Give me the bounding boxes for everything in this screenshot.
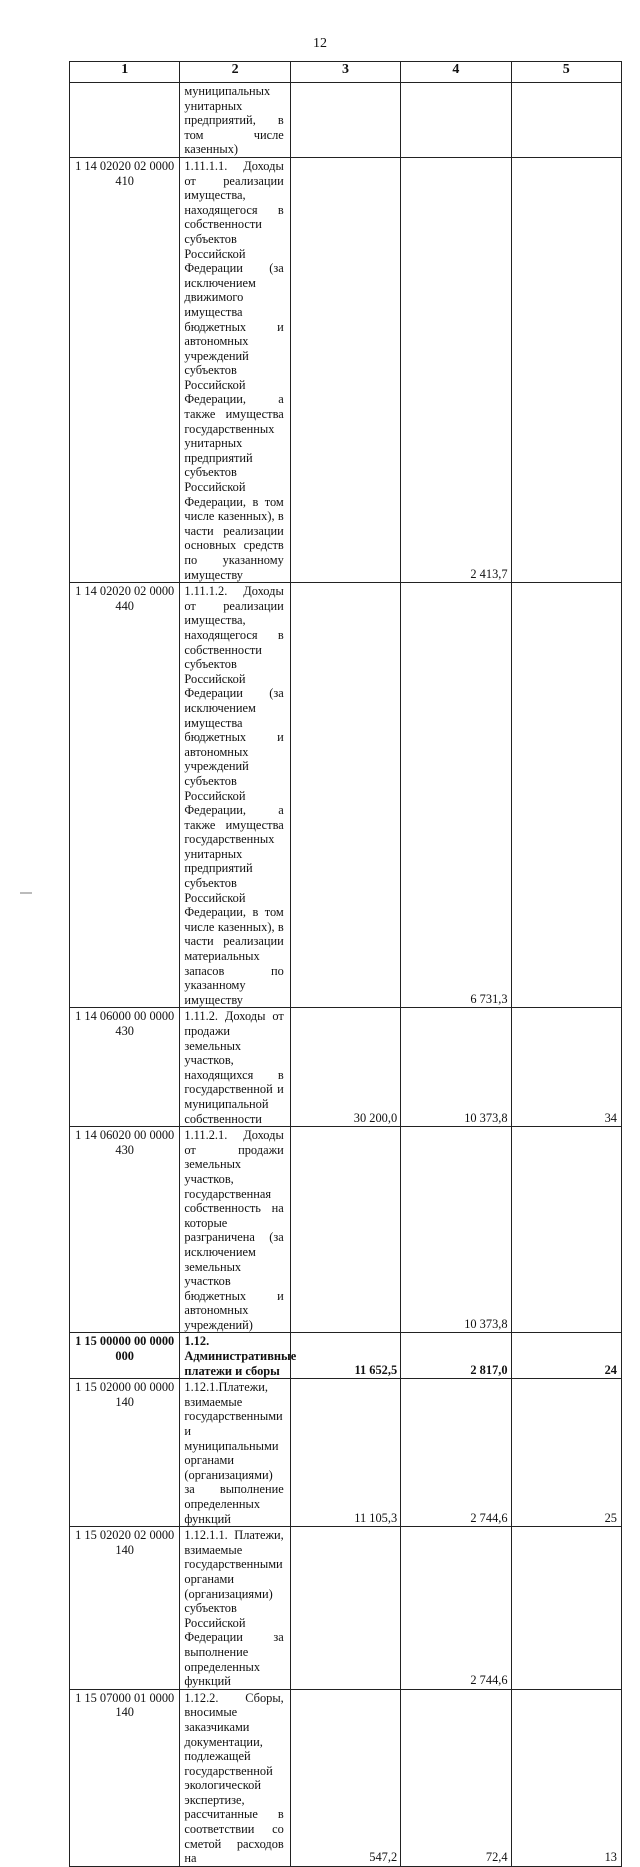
row-name: муниципальных унитарных предприятий, в том числе казенных): [180, 83, 290, 158]
row-col4: 6 731,3: [401, 583, 511, 1008]
row-name: 1.11.1.1. Доходы от реализации имущества, находящегося в собственности субъектов Российской Федерации (за исключением движимого имущества бюджетных и автономных учреждений субъектов Российской Федерации, а также имущества государственных унитарных предприятий субъектов Российской Федерации, в том числе казенных), в части реализации основных средств по указанному имуществу: [180, 157, 290, 582]
row-col4: 2 817,0: [401, 1333, 511, 1379]
row-col5: 24: [511, 1333, 621, 1379]
header-col-4: 4: [401, 62, 511, 83]
row-col5: 25: [511, 1379, 621, 1527]
table-row: [70, 157, 622, 582]
row-code: 1 15 00000 00 0000 000: [70, 1333, 180, 1379]
table-row: [70, 1333, 622, 1379]
row-col4: 2 744,6: [401, 1527, 511, 1690]
scan-artifact-mark: [20, 892, 32, 894]
table-header-row: [70, 62, 622, 83]
row-col4: 72,4: [401, 1689, 511, 1866]
row-col3: [290, 83, 400, 158]
row-col3: [290, 1127, 400, 1333]
row-name: 1.11.2.1. Доходы от продажи земельных участков, государственная собственность на которые разграничена (за исключением земельных участков бюджетных и автономных учреждений): [180, 1127, 290, 1333]
row-name: 1.12.1.Платежи, взимаемые государственными и муниципальными органами (организациями) за выполнение определенных функций: [180, 1379, 290, 1527]
row-col3: 30 200,0: [290, 1008, 400, 1127]
row-col5: [511, 1127, 621, 1333]
table-row: [70, 583, 622, 1008]
row-col3: [290, 583, 400, 1008]
row-col5: [511, 83, 621, 158]
row-name: 1.12. Административные платежи и сборы: [180, 1333, 290, 1379]
header-col-code: 1: [70, 62, 180, 83]
row-name: 1.12.2. Сборы, вносимые заказчиками документации, подлежащей государственной экологической экспертизе, рассчитанные в соответствии со сметой расходов на: [180, 1689, 290, 1866]
row-col5: 34: [511, 1008, 621, 1127]
row-col3: 547,2: [290, 1689, 400, 1866]
row-code: 1 15 02000 00 0000 140: [70, 1379, 180, 1527]
row-code: 1 15 02020 02 0000 140: [70, 1527, 180, 1690]
row-col3: 11 105,3: [290, 1379, 400, 1527]
table-row: [70, 1527, 622, 1690]
row-name: 1.11.2. Доходы от продажи земельных участков, находящихся в государственной и муниципальной собственности: [180, 1008, 290, 1127]
row-col4: 10 373,8: [401, 1008, 511, 1127]
row-col3: 11 652,5: [290, 1333, 400, 1379]
row-code: 1 14 02020 02 0000 440: [70, 583, 180, 1008]
header-col-5: 5: [511, 62, 621, 83]
table-row: [70, 83, 622, 158]
row-code: 1 14 06020 00 0000 430: [70, 1127, 180, 1333]
page-number: 12: [313, 36, 327, 51]
row-code: 1 14 06000 00 0000 430: [70, 1008, 180, 1127]
table-row: [70, 1379, 622, 1527]
row-name: 1.11.1.2. Доходы от реализации имущества, находящегося в собственности субъектов Российской Федерации (за исключением имущества бюджетных и автономных учреждений субъектов Российской Федерации, а также имущества государственных унитарных предприятий субъектов Российской Федерации, в том числе казенных), в части реализации материальных запасов по указанному имуществу: [180, 583, 290, 1008]
row-col3: [290, 157, 400, 582]
header-col-name: 2: [180, 62, 290, 83]
budget-revenue-table: [69, 61, 622, 1867]
header-col-3: 3: [290, 62, 400, 83]
row-code: [70, 83, 180, 158]
row-name: 1.12.1.1. Платежи, взимаемые государственными органами (организациями) субъектов Российской Федерации за выполнение определенных функций: [180, 1527, 290, 1690]
row-col4: 2 413,7: [401, 157, 511, 582]
row-col5: 13: [511, 1689, 621, 1866]
table-row: [70, 1008, 622, 1127]
row-col5: [511, 157, 621, 582]
row-col5: [511, 583, 621, 1008]
row-col5: [511, 1527, 621, 1690]
table-row: [70, 1127, 622, 1333]
table-row: [70, 1689, 622, 1866]
row-col4: 2 744,6: [401, 1379, 511, 1527]
row-col3: [290, 1527, 400, 1690]
row-code: 1 14 02020 02 0000 410: [70, 157, 180, 582]
row-code: 1 15 07000 01 0000 140: [70, 1689, 180, 1866]
row-col4: [401, 83, 511, 158]
row-col4: 10 373,8: [401, 1127, 511, 1333]
